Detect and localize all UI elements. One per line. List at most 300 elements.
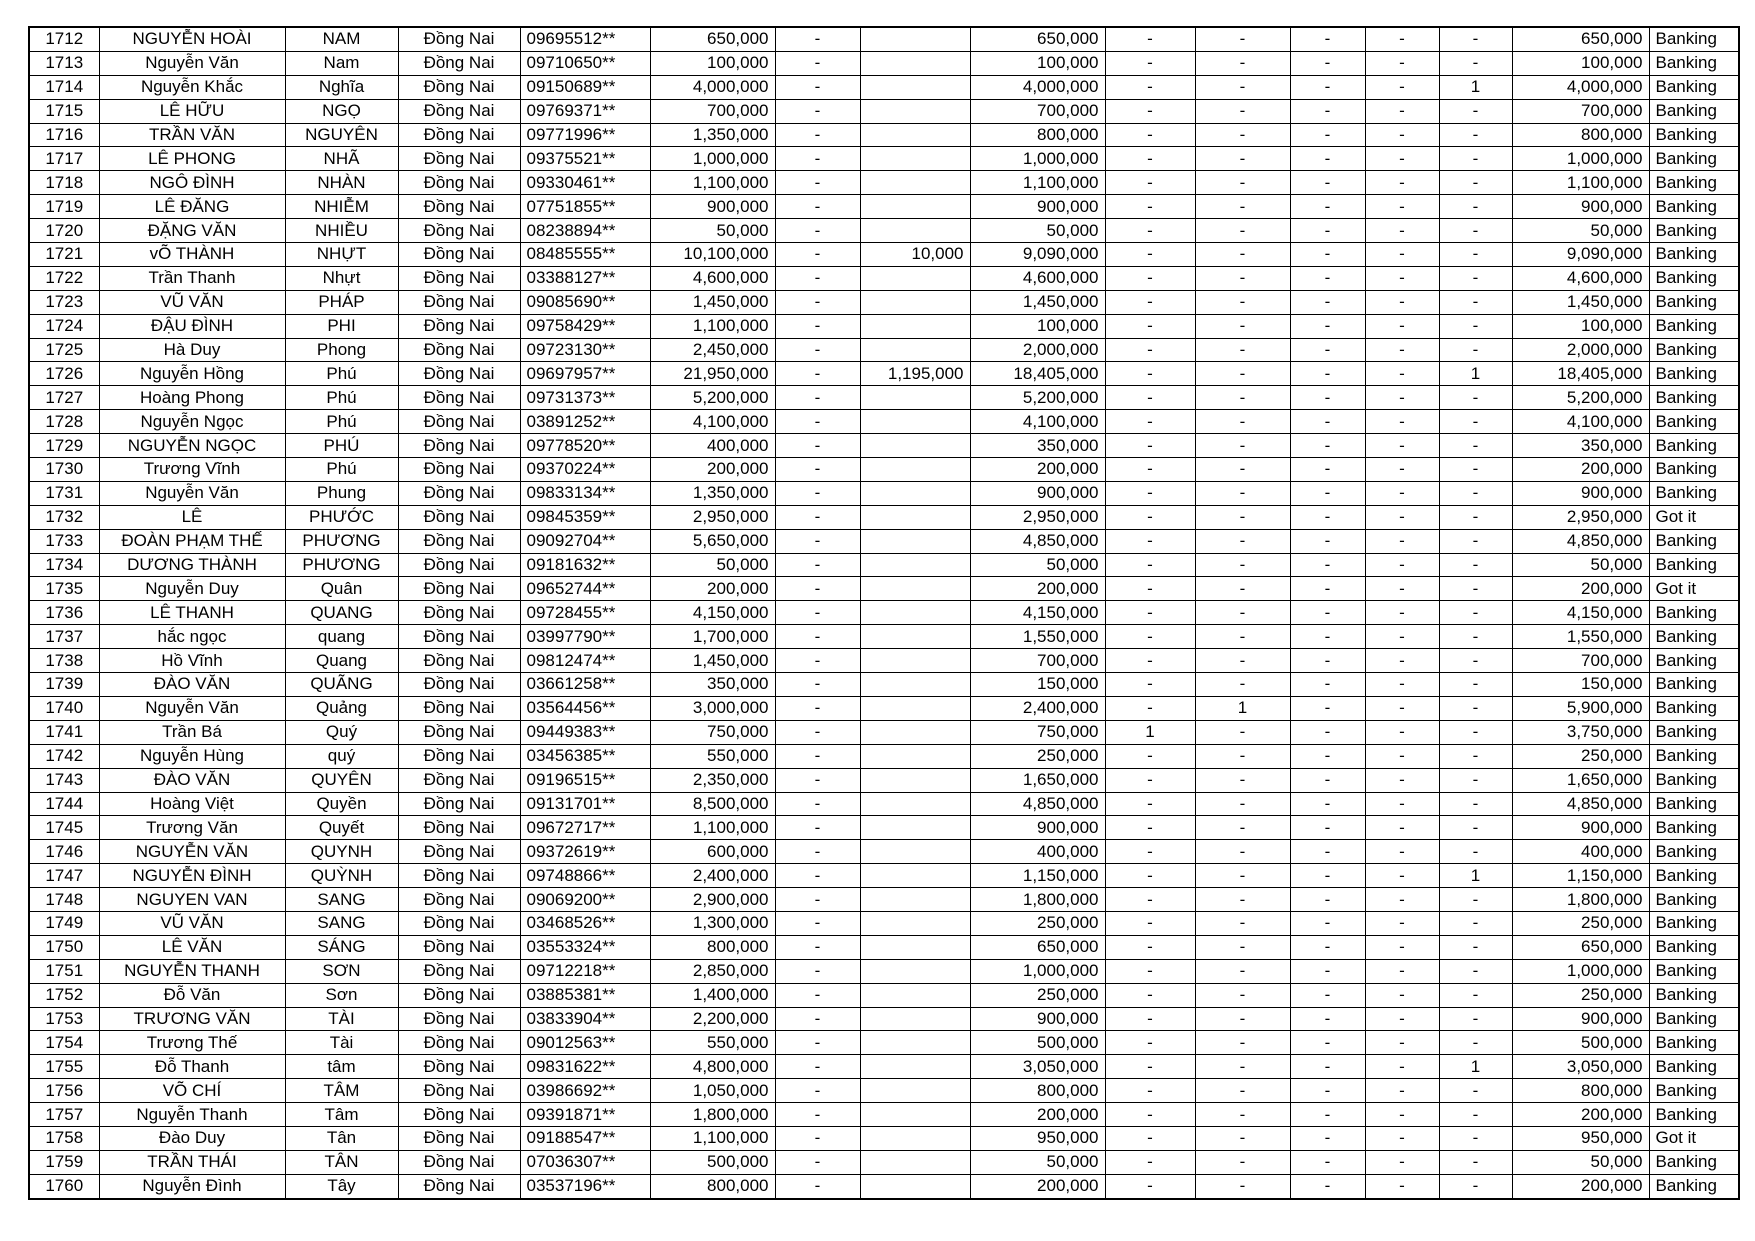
cell-count-a: -: [1105, 314, 1195, 338]
cell-count-d: -: [1365, 935, 1439, 959]
cell-count-e: -: [1439, 577, 1512, 601]
cell-total-amount: 1,000,000: [1512, 959, 1649, 983]
cell-deduction: [860, 625, 970, 649]
cell-deduction: 10,000: [860, 243, 970, 267]
table-row: [29, 1126, 1739, 1150]
cell-province: Đồng Nai: [398, 935, 520, 959]
cell-count-d: -: [1365, 816, 1439, 840]
cell-total-amount: 1,150,000: [1512, 864, 1649, 888]
cell-count-d: -: [1365, 434, 1439, 458]
cell-flag: -: [775, 458, 860, 482]
cell-total-amount: 2,950,000: [1512, 505, 1649, 529]
table-row: [29, 362, 1739, 386]
cell-row-id: 1741: [29, 720, 99, 744]
cell-phone: 03833904**: [520, 1007, 650, 1031]
cell-count-d: -: [1365, 243, 1439, 267]
cell-net-amount: 750,000: [970, 720, 1105, 744]
cell-given-name: LÊ: [99, 505, 285, 529]
cell-net-amount: 650,000: [970, 935, 1105, 959]
cell-province: Đồng Nai: [398, 219, 520, 243]
cell-net-amount: 800,000: [970, 1079, 1105, 1103]
cell-count-c: -: [1290, 338, 1365, 362]
cell-method: Banking: [1649, 1007, 1739, 1031]
cell-count-e: -: [1439, 1079, 1512, 1103]
cell-count-d: -: [1365, 529, 1439, 553]
cell-flag: -: [775, 1031, 860, 1055]
cell-province: Đồng Nai: [398, 1126, 520, 1150]
cell-count-b: -: [1195, 577, 1290, 601]
cell-count-b: -: [1195, 123, 1290, 147]
cell-surname: QUYÊN: [285, 768, 398, 792]
table-row: [29, 1079, 1739, 1103]
cell-count-e: -: [1439, 720, 1512, 744]
cell-phone: 09370224**: [520, 458, 650, 482]
cell-count-e: -: [1439, 1031, 1512, 1055]
cell-method: Got it: [1649, 577, 1739, 601]
cell-flag: -: [775, 1103, 860, 1127]
cell-count-b: -: [1195, 673, 1290, 697]
cell-count-b: -: [1195, 290, 1290, 314]
cell-count-c: -: [1290, 935, 1365, 959]
cell-total-amount: 1,450,000: [1512, 290, 1649, 314]
cell-phone: 09372619**: [520, 840, 650, 864]
cell-province: Đồng Nai: [398, 864, 520, 888]
cell-net-amount: 900,000: [970, 481, 1105, 505]
cell-count-c: -: [1290, 1031, 1365, 1055]
cell-row-id: 1719: [29, 195, 99, 219]
cell-flag: -: [775, 123, 860, 147]
cell-count-c: -: [1290, 1079, 1365, 1103]
cell-flag: -: [775, 888, 860, 912]
cell-surname: TÂM: [285, 1079, 398, 1103]
cell-count-d: -: [1365, 386, 1439, 410]
cell-province: Đồng Nai: [398, 362, 520, 386]
cell-deduction: [860, 649, 970, 673]
cell-count-d: -: [1365, 290, 1439, 314]
cell-method: Banking: [1649, 458, 1739, 482]
cell-count-a: -: [1105, 505, 1195, 529]
cell-count-a: -: [1105, 792, 1195, 816]
cell-count-b: -: [1195, 195, 1290, 219]
cell-method: Banking: [1649, 601, 1739, 625]
cell-count-e: -: [1439, 744, 1512, 768]
cell-flag: -: [775, 195, 860, 219]
cell-flag: -: [775, 959, 860, 983]
cell-surname: PHƯƠNG: [285, 553, 398, 577]
cell-net-amount: 100,000: [970, 314, 1105, 338]
cell-net-amount: 400,000: [970, 840, 1105, 864]
table-row: [29, 744, 1739, 768]
cell-amount: 1,050,000: [650, 1079, 775, 1103]
cell-count-a: -: [1105, 219, 1195, 243]
cell-surname: NAM: [285, 27, 398, 51]
cell-net-amount: 800,000: [970, 123, 1105, 147]
cell-net-amount: 5,200,000: [970, 386, 1105, 410]
cell-amount: 1,000,000: [650, 147, 775, 171]
cell-count-a: -: [1105, 386, 1195, 410]
cell-count-b: -: [1195, 1055, 1290, 1079]
cell-total-amount: 3,750,000: [1512, 720, 1649, 744]
cell-total-amount: 4,100,000: [1512, 410, 1649, 434]
cell-count-a: -: [1105, 123, 1195, 147]
cell-count-b: -: [1195, 792, 1290, 816]
table-row: [29, 1055, 1739, 1079]
cell-row-id: 1745: [29, 816, 99, 840]
cell-count-a: -: [1105, 290, 1195, 314]
table-row: [29, 410, 1739, 434]
table-row: [29, 338, 1739, 362]
cell-count-d: -: [1365, 1055, 1439, 1079]
cell-given-name: Nguyễn Duy: [99, 577, 285, 601]
cell-phone: 09833134**: [520, 481, 650, 505]
cell-row-id: 1728: [29, 410, 99, 434]
cell-deduction: [860, 434, 970, 458]
cell-net-amount: 2,000,000: [970, 338, 1105, 362]
cell-count-b: -: [1195, 625, 1290, 649]
cell-count-e: -: [1439, 338, 1512, 362]
cell-row-id: 1723: [29, 290, 99, 314]
cell-province: Đồng Nai: [398, 983, 520, 1007]
cell-total-amount: 1,800,000: [1512, 888, 1649, 912]
cell-deduction: [860, 386, 970, 410]
cell-count-c: -: [1290, 314, 1365, 338]
cell-count-e: 1: [1439, 1055, 1512, 1079]
cell-phone: 09712218**: [520, 959, 650, 983]
cell-amount: 1,100,000: [650, 816, 775, 840]
cell-net-amount: 2,950,000: [970, 505, 1105, 529]
cell-net-amount: 100,000: [970, 51, 1105, 75]
cell-count-c: -: [1290, 1055, 1365, 1079]
cell-count-b: -: [1195, 935, 1290, 959]
cell-count-d: -: [1365, 147, 1439, 171]
cell-phone: 07036307**: [520, 1150, 650, 1174]
cell-phone: 09449383**: [520, 720, 650, 744]
cell-count-b: -: [1195, 386, 1290, 410]
cell-phone: 08238894**: [520, 219, 650, 243]
cell-count-c: -: [1290, 1150, 1365, 1174]
cell-net-amount: 18,405,000: [970, 362, 1105, 386]
cell-deduction: [860, 1079, 970, 1103]
cell-count-d: -: [1365, 720, 1439, 744]
cell-deduction: [860, 720, 970, 744]
cell-count-e: -: [1439, 625, 1512, 649]
cell-count-a: -: [1105, 673, 1195, 697]
cell-amount: 400,000: [650, 434, 775, 458]
cell-method: Banking: [1649, 481, 1739, 505]
cell-count-a: -: [1105, 481, 1195, 505]
cell-count-d: -: [1365, 553, 1439, 577]
cell-count-d: -: [1365, 481, 1439, 505]
cell-count-d: -: [1365, 768, 1439, 792]
cell-count-a: -: [1105, 195, 1195, 219]
cell-total-amount: 9,090,000: [1512, 243, 1649, 267]
cell-row-id: 1725: [29, 338, 99, 362]
cell-count-d: -: [1365, 1126, 1439, 1150]
cell-net-amount: 200,000: [970, 577, 1105, 601]
cell-flag: -: [775, 816, 860, 840]
cell-count-a: -: [1105, 1126, 1195, 1150]
cell-amount: 2,450,000: [650, 338, 775, 362]
cell-deduction: [860, 529, 970, 553]
cell-net-amount: 4,150,000: [970, 601, 1105, 625]
cell-surname: Sơn: [285, 983, 398, 1007]
table-row: [29, 529, 1739, 553]
cell-count-e: -: [1439, 529, 1512, 553]
cell-deduction: [860, 458, 970, 482]
cell-flag: -: [775, 649, 860, 673]
cell-row-id: 1720: [29, 219, 99, 243]
cell-deduction: [860, 1150, 970, 1174]
cell-province: Đồng Nai: [398, 314, 520, 338]
table-row: [29, 290, 1739, 314]
cell-count-c: -: [1290, 864, 1365, 888]
cell-flag: -: [775, 840, 860, 864]
cell-method: Banking: [1649, 243, 1739, 267]
cell-phone: 09672717**: [520, 816, 650, 840]
cell-method: Banking: [1649, 1031, 1739, 1055]
cell-province: Đồng Nai: [398, 911, 520, 935]
cell-count-b: -: [1195, 1150, 1290, 1174]
cell-amount: 350,000: [650, 673, 775, 697]
cell-count-a: -: [1105, 27, 1195, 51]
cell-province: Đồng Nai: [398, 1055, 520, 1079]
cell-deduction: [860, 1031, 970, 1055]
cell-phone: 03661258**: [520, 673, 650, 697]
cell-province: Đồng Nai: [398, 840, 520, 864]
cell-count-a: -: [1105, 1055, 1195, 1079]
cell-total-amount: 700,000: [1512, 649, 1649, 673]
cell-province: Đồng Nai: [398, 673, 520, 697]
cell-count-b: -: [1195, 243, 1290, 267]
cell-surname: SÁNG: [285, 935, 398, 959]
cell-deduction: [860, 983, 970, 1007]
cell-flag: -: [775, 75, 860, 99]
cell-count-d: -: [1365, 696, 1439, 720]
cell-surname: NHÃ: [285, 147, 398, 171]
cell-count-e: -: [1439, 290, 1512, 314]
cell-flag: -: [775, 983, 860, 1007]
cell-province: Đồng Nai: [398, 1103, 520, 1127]
cell-given-name: hắc ngọc: [99, 625, 285, 649]
cell-count-d: -: [1365, 959, 1439, 983]
cell-flag: -: [775, 410, 860, 434]
table-row: [29, 816, 1739, 840]
cell-deduction: [860, 147, 970, 171]
cell-phone: 09092704**: [520, 529, 650, 553]
cell-amount: 800,000: [650, 1174, 775, 1198]
cell-row-id: 1717: [29, 147, 99, 171]
cell-row-id: 1740: [29, 696, 99, 720]
cell-count-c: -: [1290, 505, 1365, 529]
cell-count-c: -: [1290, 410, 1365, 434]
cell-count-b: -: [1195, 338, 1290, 362]
cell-given-name: Nguyễn Hồng: [99, 362, 285, 386]
cell-count-b: -: [1195, 768, 1290, 792]
cell-province: Đồng Nai: [398, 290, 520, 314]
cell-flag: -: [775, 625, 860, 649]
cell-amount: 5,650,000: [650, 529, 775, 553]
cell-count-e: -: [1439, 696, 1512, 720]
cell-count-b: -: [1195, 601, 1290, 625]
cell-surname: Phung: [285, 481, 398, 505]
cell-given-name: Nguyễn Thanh: [99, 1103, 285, 1127]
cell-method: Banking: [1649, 338, 1739, 362]
cell-row-id: 1758: [29, 1126, 99, 1150]
cell-deduction: [860, 1007, 970, 1031]
cell-row-id: 1747: [29, 864, 99, 888]
cell-amount: 200,000: [650, 577, 775, 601]
cell-deduction: [860, 1174, 970, 1198]
cell-count-c: -: [1290, 720, 1365, 744]
cell-given-name: LÊ HỮU: [99, 99, 285, 123]
cell-total-amount: 1,550,000: [1512, 625, 1649, 649]
cell-count-c: -: [1290, 27, 1365, 51]
cell-count-b: -: [1195, 1174, 1290, 1198]
cell-count-e: -: [1439, 410, 1512, 434]
cell-row-id: 1738: [29, 649, 99, 673]
cell-phone: 09778520**: [520, 434, 650, 458]
cell-phone: 03891252**: [520, 410, 650, 434]
cell-count-a: -: [1105, 1079, 1195, 1103]
cell-count-c: -: [1290, 147, 1365, 171]
cell-method: Banking: [1649, 959, 1739, 983]
cell-count-e: -: [1439, 1174, 1512, 1198]
cell-amount: 700,000: [650, 99, 775, 123]
cell-province: Đồng Nai: [398, 1031, 520, 1055]
cell-count-a: -: [1105, 864, 1195, 888]
cell-net-amount: 150,000: [970, 673, 1105, 697]
cell-deduction: [860, 75, 970, 99]
cell-amount: 500,000: [650, 1150, 775, 1174]
cell-count-c: -: [1290, 1174, 1365, 1198]
cell-row-id: 1716: [29, 123, 99, 147]
cell-count-d: -: [1365, 27, 1439, 51]
cell-phone: 09012563**: [520, 1031, 650, 1055]
table-row: [29, 625, 1739, 649]
cell-count-e: -: [1439, 314, 1512, 338]
cell-flag: -: [775, 864, 860, 888]
cell-count-d: -: [1365, 1103, 1439, 1127]
cell-row-id: 1739: [29, 673, 99, 697]
cell-row-id: 1752: [29, 983, 99, 1007]
cell-flag: -: [775, 792, 860, 816]
cell-count-c: -: [1290, 577, 1365, 601]
cell-flag: -: [775, 1174, 860, 1198]
cell-count-a: -: [1105, 147, 1195, 171]
cell-count-e: -: [1439, 792, 1512, 816]
cell-deduction: [860, 696, 970, 720]
cell-surname: Phong: [285, 338, 398, 362]
cell-amount: 1,100,000: [650, 314, 775, 338]
table-row: [29, 458, 1739, 482]
cell-count-d: -: [1365, 601, 1439, 625]
cell-given-name: Nguyễn Văn: [99, 481, 285, 505]
cell-province: Đồng Nai: [398, 171, 520, 195]
cell-total-amount: 200,000: [1512, 458, 1649, 482]
cell-total-amount: 5,900,000: [1512, 696, 1649, 720]
cell-count-e: 1: [1439, 362, 1512, 386]
table-row: [29, 314, 1739, 338]
cell-deduction: [860, 99, 970, 123]
cell-count-c: -: [1290, 1126, 1365, 1150]
cell-flag: -: [775, 1079, 860, 1103]
cell-given-name: Nguyễn Hùng: [99, 744, 285, 768]
cell-method: Banking: [1649, 911, 1739, 935]
cell-method: Banking: [1649, 171, 1739, 195]
cell-amount: 4,800,000: [650, 1055, 775, 1079]
cell-count-d: -: [1365, 195, 1439, 219]
cell-flag: -: [775, 673, 860, 697]
table-row: [29, 75, 1739, 99]
cell-count-e: -: [1439, 219, 1512, 243]
cell-net-amount: 50,000: [970, 1150, 1105, 1174]
cell-amount: 550,000: [650, 1031, 775, 1055]
cell-count-e: -: [1439, 673, 1512, 697]
cell-count-d: -: [1365, 673, 1439, 697]
cell-count-a: -: [1105, 1007, 1195, 1031]
cell-row-id: 1750: [29, 935, 99, 959]
cell-amount: 650,000: [650, 27, 775, 51]
cell-deduction: [860, 195, 970, 219]
cell-surname: NGUYÊN: [285, 123, 398, 147]
table-row: [29, 935, 1739, 959]
cell-total-amount: 200,000: [1512, 1103, 1649, 1127]
cell-province: Đồng Nai: [398, 338, 520, 362]
cell-count-e: -: [1439, 505, 1512, 529]
cell-count-b: -: [1195, 983, 1290, 1007]
cell-row-id: 1726: [29, 362, 99, 386]
cell-flag: -: [775, 529, 860, 553]
cell-flag: -: [775, 935, 860, 959]
cell-count-b: 1: [1195, 696, 1290, 720]
table-row: [29, 792, 1739, 816]
table-row: [29, 386, 1739, 410]
table-row: [29, 673, 1739, 697]
cell-count-d: -: [1365, 99, 1439, 123]
cell-surname: SANG: [285, 911, 398, 935]
cell-method: Banking: [1649, 888, 1739, 912]
cell-total-amount: 2,000,000: [1512, 338, 1649, 362]
cell-phone: 03468526**: [520, 911, 650, 935]
cell-net-amount: 50,000: [970, 219, 1105, 243]
cell-province: Đồng Nai: [398, 123, 520, 147]
cell-method: Banking: [1649, 1103, 1739, 1127]
cell-count-c: -: [1290, 219, 1365, 243]
cell-province: Đồng Nai: [398, 649, 520, 673]
cell-count-d: -: [1365, 219, 1439, 243]
cell-net-amount: 4,100,000: [970, 410, 1105, 434]
cell-method: Banking: [1649, 386, 1739, 410]
cell-surname: quang: [285, 625, 398, 649]
cell-row-id: 1714: [29, 75, 99, 99]
cell-province: Đồng Nai: [398, 792, 520, 816]
cell-phone: 09188547**: [520, 1126, 650, 1150]
cell-phone: 09728455**: [520, 601, 650, 625]
cell-count-b: -: [1195, 171, 1290, 195]
cell-count-b: -: [1195, 410, 1290, 434]
cell-count-c: -: [1290, 290, 1365, 314]
cell-count-c: -: [1290, 553, 1365, 577]
cell-method: Banking: [1649, 434, 1739, 458]
cell-surname: Tâm: [285, 1103, 398, 1127]
cell-surname: NHIỀU: [285, 219, 398, 243]
cell-method: Banking: [1649, 75, 1739, 99]
cell-province: Đồng Nai: [398, 1174, 520, 1198]
cell-province: Đồng Nai: [398, 266, 520, 290]
cell-deduction: [860, 171, 970, 195]
cell-flag: -: [775, 434, 860, 458]
cell-method: Banking: [1649, 99, 1739, 123]
